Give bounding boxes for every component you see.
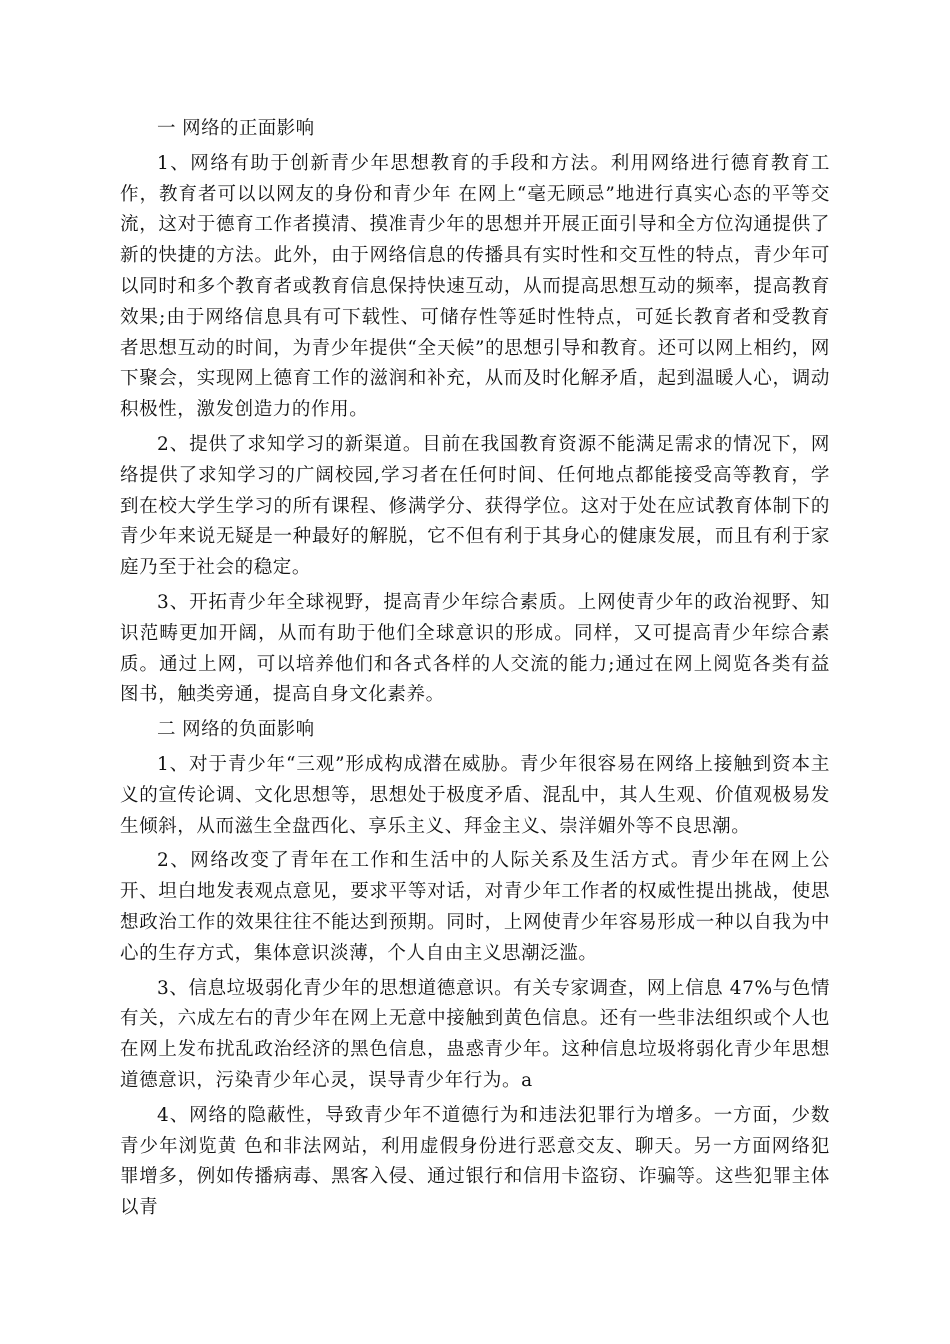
section-heading-negative: 二 网络的负面影响 xyxy=(157,719,315,741)
paragraph-positive-3: 3、开拓青少年全球视野，提高青少年综合素质。上网使青少年的政治视野、知识范畴更加开阔，从而有助于他们全球意识的形成。同样，又可提高青少年综合素质。通过上网，可以培养他们和各式各样的人交流的能力;通过在网上阅览各类有益图书，触类旁通，提高自身文化素养。 xyxy=(120,591,830,706)
section-heading-positive: 一 网络的正面影响 xyxy=(157,118,315,139)
paragraph-negative-4: 4、网络的隐蔽性，导致青少年不道德行为和违法犯罪行为增多。一方面，少数青少年浏览黄 色和非法网站，利用虚假身份进行恶意交友、聊天。另一方面网络犯罪增多，例如传播病毒、黑客入侵、通过银行和信用卡盗窃、诈骗等。这些犯罪主体以青 xyxy=(120,1104,830,1219)
document-page xyxy=(120,114,830,1228)
paragraph-negative-2: 2、网络改变了青年在工作和生活中的人际关系及生活方式。青少年在网上公开、坦白地发表观点意见，要求平等对话，对青少年工作者的权威性提出挑战，使思想政治工作的效果往往不能达到预期。同时，上网使青少年容易形成一种以自我为中心的生存方式，集体意识淡薄，个人自由主义思潮泛滥。 xyxy=(120,850,830,964)
paragraph-positive-1: 1、网络有助于创新青少年思想教育的手段和方法。利用网络进行德育教育工作，教育者可以以网友的身份和青少年 在网上“毫无顾忌”地进行真实心态的平等交流，这对于德育工作者摸清、摸准青少年的思想并开展正面引导和全方位沟通提供了新的快捷的方法。此外，由于网络信息的传播具有实时性和交互性的特点，青少年可以同时和多个教育者或教育信息保持快速互动，从而提高思想互动的频率，提高教育效果;由于网络信息具有可下载性、可储存性等延时性特点，可延长教育者和受教育者思想互动的时间，为青少年提供“全天候”的思想引导和教育。还可以网上相约，网下聚会，实现网上德育工作的滋润和补充，从而及时化解矛盾，起到温暖人心，调动积极性，激发创造力的作用。 xyxy=(120,152,830,421)
paragraph-negative-3: 3、信息垃圾弱化青少年的思想道德意识。有关专家调查，网上信息 47%与色情有关，六成左右的青少年在网上无意中接触到黄色信息。还有一些非法组织或个人也在网上发布扰乱政治经济的黑色信息，蛊惑青少年。这种信息垃圾将弱化青少年思想道德意识，污染青少年心灵，误导青少年行为。a xyxy=(120,977,830,1091)
paragraph-negative-1: 1、对于青少年“三观”形成构成潜在威胁。青少年很容易在网络上接触到资本主义的宣传论调、文化思想等，思想处于极度矛盾、混乱中，其人生观、价值观极易发生倾斜，从而滋生全盘西化、享乐主义、拜金主义、崇洋媚外等不良思潮。 xyxy=(120,753,830,837)
paragraph-positive-2: 2、提供了求知学习的新渠道。目前在我国教育资源不能满足需求的情况下，网络提供了求知学习的广阔校园,学习者在任何时间、任何地点都能接受高等教育，学到在校大学生学习的所有课程、修满学分、获得学位。这对于处在应试教育体制下的青少年来说无疑是一种最好的解脱，它不但有利于其身心的健康发展，而且有利于家庭乃至于社会的稳定。 xyxy=(120,433,830,579)
